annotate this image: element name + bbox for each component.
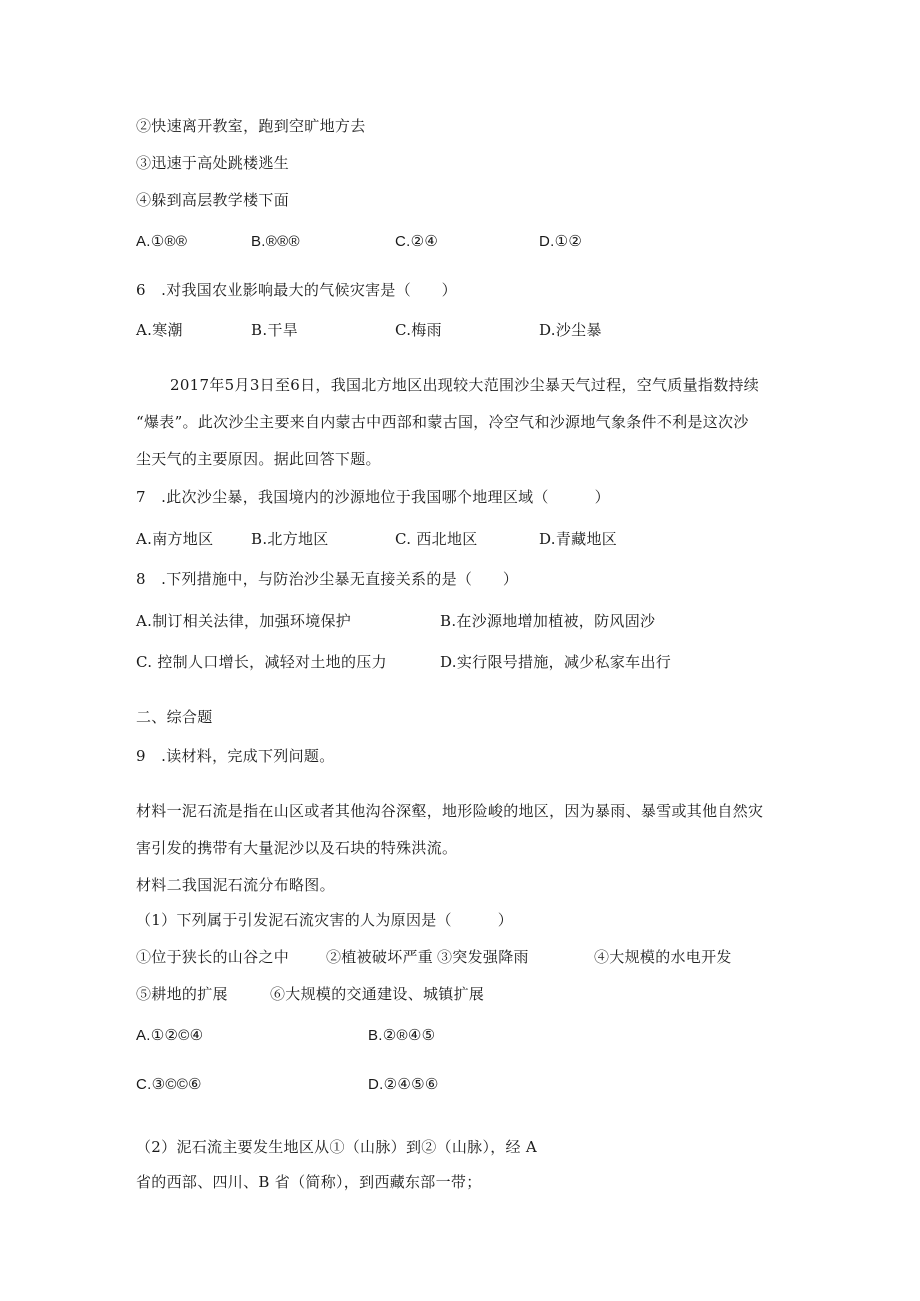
passage-line-3: 尘天气的主要原因。据此回答下题。	[136, 450, 381, 468]
q7-choice-a: A.南方地区	[136, 530, 214, 548]
q6-choice-d: D.沙尘暴	[539, 321, 602, 339]
passage-line-1: 2017年5月3日至6日，我国北方地区出现较大范围沙尘暴天气过程，空气质量指数持续	[170, 376, 760, 394]
q7-choice-c: C. 西北地区	[395, 530, 478, 548]
q8-choice-c: C. 控制人口增长，减轻对土地的压力	[136, 653, 387, 671]
option-line-4: ④躲到高层教学楼下面	[136, 191, 290, 209]
q5-choice-a: A.①®®	[136, 233, 188, 250]
subq1-item-3: ③突发强降雨	[437, 948, 529, 966]
q5-choice-c: C.②④	[395, 233, 439, 250]
subquestion-2-line-1: （2）泥石流主要发生地区从①（山脉）到②（山脉），经 A	[136, 1138, 538, 1156]
subq1-item-6: ⑥大规模的交通建设、城镇扩展	[270, 985, 485, 1003]
material-1-line-2: 害引发的携带有大量泥沙以及石块的特殊洪流。	[136, 839, 458, 857]
option-line-2: ②快速离开教室，跑到空旷地方去	[136, 117, 366, 135]
q6-choice-b: B.干旱	[251, 321, 298, 339]
subquestion-1: （1）下列属于引发泥石流灾害的人为原因是（ ）	[136, 911, 514, 929]
q6-choice-c: C.梅雨	[395, 321, 442, 339]
q5-choice-b: B.®®®	[251, 233, 300, 250]
section-heading-2: 二、综合题	[136, 708, 213, 726]
passage-line-2: “爆表”。此次沙尘主要来自内蒙古中西部和蒙古国，冷空气和沙源地气象条件不利是这次沙	[136, 413, 749, 431]
option-line-3: ③迅速于高处跳楼逃生	[136, 154, 290, 172]
q5-choice-d: D.①②	[539, 233, 583, 250]
q8-choice-a: A.制订相关法律，加强环境保护	[136, 612, 352, 630]
question-7: 7 .此次沙尘暴，我国境内的沙源地位于我国哪个地理区域（ ）	[136, 488, 610, 506]
q7-choice-b: B.北方地区	[251, 530, 329, 548]
material-1-line-1: 材料一泥石流是指在山区或者其他沟谷深壑，地形险峻的地区，因为暴雨、暴雪或其他自然灾	[136, 802, 764, 820]
subq1-item-1: ①位于狭长的山谷之中	[136, 948, 290, 966]
material-2: 材料二我国泥石流分布略图。	[136, 876, 335, 894]
q8-choice-d: D.实行限号措施，减少私家车出行	[440, 653, 672, 671]
subq1-item-5: ⑤耕地的扩展	[136, 985, 228, 1003]
q8-choice-b: B.在沙源地增加植被，防风固沙	[440, 612, 656, 630]
subq1-item-2: ②植被破坏严重	[326, 948, 434, 966]
question-8: 8 .下列措施中，与防治沙尘暴无直接关系的是（ ）	[136, 570, 519, 588]
q6-choice-a: A.寒潮	[136, 321, 183, 339]
subq1-choice-d: D.②④⑤⑥	[368, 1076, 439, 1093]
subq1-choice-b: B.②®④⑤	[368, 1027, 436, 1044]
subq1-choice-a: A.①②©④	[136, 1027, 204, 1044]
q7-choice-d: D.青藏地区	[539, 530, 618, 548]
question-6: 6 .对我国农业影响最大的气候灾害是（ ）	[136, 281, 457, 299]
subq1-choice-c: C.③©©⑥	[136, 1076, 202, 1093]
subquestion-2-line-2: 省的西部、四川、B 省（简称），到西藏东部一带；	[136, 1173, 482, 1191]
question-9: 9 .读材料，完成下列问题。	[136, 747, 335, 765]
subq1-item-4: ④大规模的水电开发	[594, 948, 732, 966]
